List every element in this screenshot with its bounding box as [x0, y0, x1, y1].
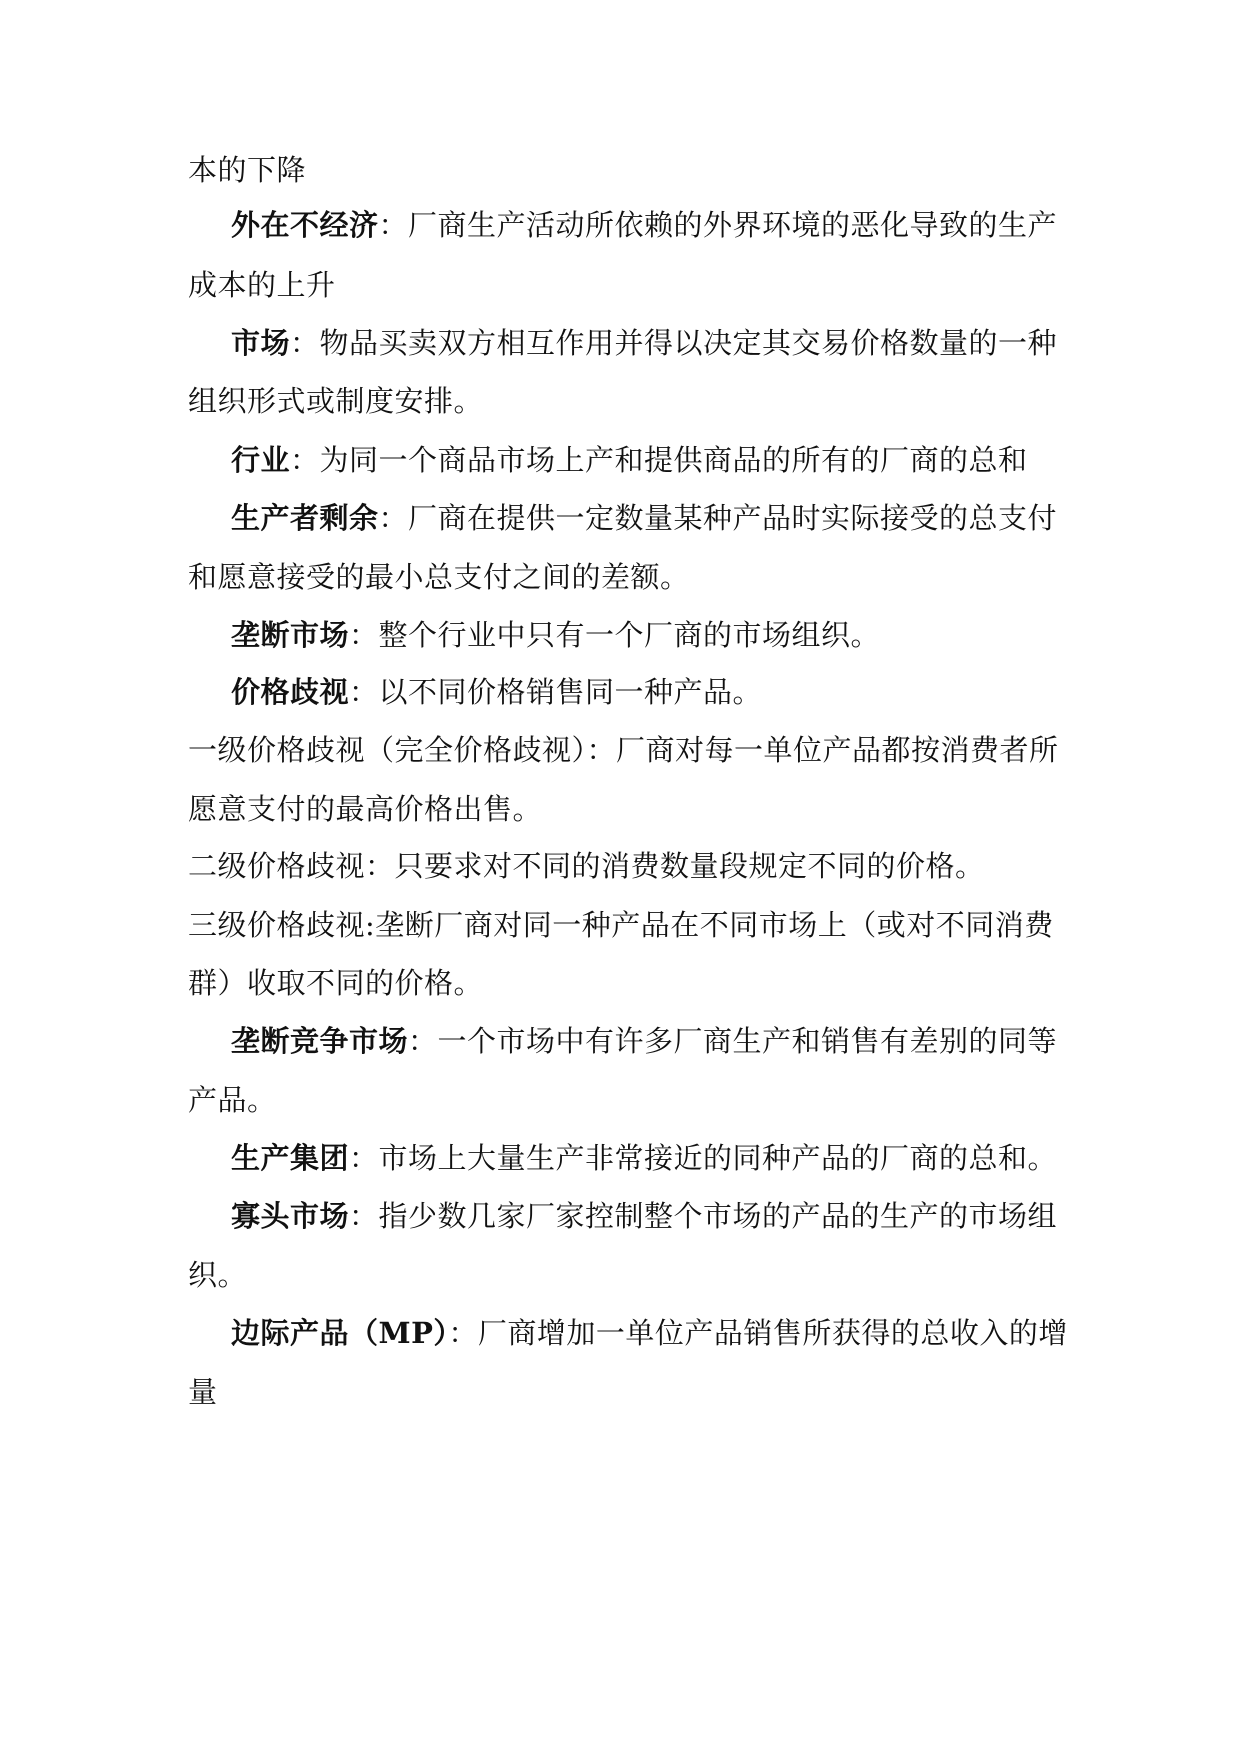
- definition-market: [231, 323, 1111, 363]
- term-label: 外在不经济: [231, 208, 379, 242]
- term-label: 生产者剩余: [231, 501, 379, 535]
- line-text: 愿意支付的最高价格出售。: [188, 792, 543, 826]
- text-line: [188, 1372, 1068, 1412]
- line-text: 成本的上升: [188, 268, 336, 302]
- definition-text: ：市场上大量生产非常接近的同种产品的厂商的总和。: [349, 1141, 1058, 1175]
- line-text: 群）收取不同的价格。: [188, 966, 484, 1000]
- definition-text: ：整个行业中只有一个厂商的市场组织。: [349, 618, 881, 652]
- definition-oligopoly-market: [231, 1196, 1111, 1236]
- definition-monopolistic-competition: [231, 1021, 1111, 1061]
- term-label: 寡头市场: [231, 1199, 350, 1233]
- term-label: 价格歧视: [231, 675, 350, 709]
- term-label: 边际产品（MP）: [231, 1316, 449, 1350]
- line-text: 量: [188, 1375, 218, 1409]
- definition-text: ：厂商增加一单位产品销售所获得的总收入的增: [448, 1316, 1068, 1350]
- term-label: 垄断竞争市场: [231, 1024, 409, 1058]
- text-line: [188, 963, 1068, 1003]
- term-label: 垄断市场: [231, 618, 350, 652]
- text-line: [188, 381, 1068, 421]
- text-line: [188, 730, 1068, 770]
- text-line: [188, 1255, 1068, 1295]
- term-label: 行业: [231, 443, 291, 477]
- text-line: [188, 1080, 1068, 1120]
- line-text: 组织形式或制度安排。: [188, 384, 484, 418]
- line-text: 二级价格歧视：只要求对不同的消费数量段规定不同的价格。: [188, 849, 985, 883]
- text-line: [188, 265, 1068, 305]
- definition-price-discrimination: [231, 672, 1111, 712]
- line-text: 产品。: [188, 1083, 277, 1117]
- definition-monopoly-market: [231, 615, 1111, 655]
- text-line: [188, 905, 1068, 945]
- definition-text: ：以不同价格销售同一种产品。: [349, 675, 763, 709]
- text-line: [188, 557, 1068, 597]
- definition-text: ：为同一个商品市场上产和提供商品的所有的厂商的总和: [290, 443, 1028, 477]
- text-line: [188, 150, 1068, 190]
- line-text: 一级价格歧视（完全价格歧视）：厂商对每一单位产品都按消费者所: [188, 733, 1059, 767]
- line-text: 三级价格歧视:垄断厂商对同一种产品在不同市场上（或对不同消费: [188, 908, 1054, 942]
- definition-text: ：厂商在提供一定数量某种产品时实际接受的总支付: [378, 501, 1058, 535]
- term-label: 市场: [231, 326, 291, 360]
- line-text: 织。: [188, 1258, 248, 1292]
- definition-production-group: [231, 1138, 1111, 1178]
- definition-external-diseconomy: [231, 205, 1111, 245]
- definition-text: ：一个市场中有许多厂商生产和销售有差别的同等: [408, 1024, 1058, 1058]
- definition-marginal-product: [231, 1313, 1111, 1353]
- term-label: 生产集团: [231, 1141, 350, 1175]
- definition-text: ：厂商生产活动所依赖的外界环境的恶化导致的生产: [378, 208, 1058, 242]
- line-text: 和愿意接受的最小总支付之间的差额。: [188, 560, 690, 594]
- definition-text: ：指少数几家厂家控制整个市场的产品的生产的市场组: [349, 1199, 1058, 1233]
- definition-industry: [231, 440, 1111, 480]
- line-text: 本的下降: [188, 153, 307, 187]
- text-line: [188, 846, 1068, 886]
- definition-producer-surplus: [231, 498, 1111, 538]
- definition-text: ：物品买卖双方相互作用并得以决定其交易价格数量的一种: [290, 326, 1058, 360]
- text-line: [188, 789, 1068, 829]
